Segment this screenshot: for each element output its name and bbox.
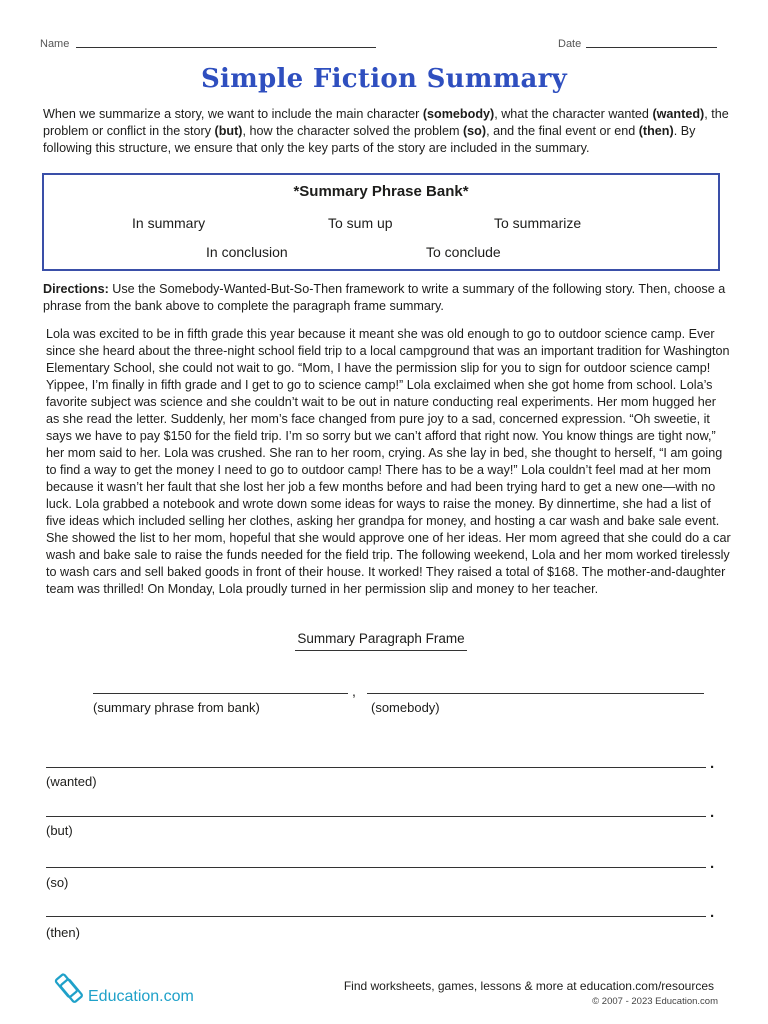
intro-text: . By following this structure, we ensure that only the key parts of the story are included in the summary. (43, 124, 696, 155)
intro-text: , how the character solved the problem (242, 124, 463, 138)
intro-text: When we summarize a story, we want to include the main character (43, 107, 423, 121)
directions-text: Use the Somebody-Wanted-But-So-Then framework to write a summary of the following story. Then, choose a phrase from the bank above to complete the paragraph frame summary. (43, 282, 726, 313)
intro-text: , the problem or conflict in the story (43, 107, 729, 138)
phrase-answer-line[interactable] (93, 693, 348, 694)
intro-so: (so) (462, 124, 487, 138)
intro-text: , what the character wanted (494, 107, 653, 121)
so-field-label: (so) (46, 875, 69, 890)
phrase-to-sum-up: To sum up (328, 215, 393, 231)
frame-title: Summary Paragraph Frame (295, 631, 467, 651)
footer-tagline[interactable]: Find worksheets, games, lessons & more at education.com/resources (343, 979, 714, 993)
so-answer-line[interactable] (46, 867, 706, 868)
phrase-bank-title: *Summary Phrase Bank* (293, 183, 469, 200)
directions-label: Directions: (43, 282, 109, 296)
then-answer-line[interactable] (46, 916, 706, 917)
but-period: . (710, 804, 715, 821)
intro-but: (but) (214, 124, 243, 138)
somebody-field-label: (somebody) (371, 700, 440, 715)
wanted-answer-line[interactable] (46, 767, 706, 768)
so-period: . (710, 855, 715, 872)
but-answer-line[interactable] (46, 816, 706, 817)
phrase-to-summarize: To summarize (494, 215, 582, 231)
intro-text: , and the final event or end (486, 124, 639, 138)
then-field-label: (then) (46, 925, 80, 940)
phrase-field-label: (summary phrase from bank) (93, 700, 260, 715)
page-title: Simple Fiction Summary (200, 64, 568, 94)
phrase-in-conclusion: In conclusion (206, 244, 288, 260)
intro-paragraph (43, 106, 733, 157)
then-period: . (710, 904, 715, 921)
phrase-to-conclude: To conclude (426, 244, 501, 260)
date-line[interactable] (586, 47, 717, 48)
frame-comma: , (352, 683, 356, 699)
somebody-answer-line[interactable] (367, 693, 704, 694)
footer-brand[interactable]: Education.com (88, 988, 194, 1005)
phrase-in-summary: In summary (132, 215, 206, 231)
footer-copyright: © 2007 - 2023 Education.com (592, 996, 718, 1007)
intro-then: (then) (638, 124, 674, 138)
intro-somebody: (somebody) (422, 107, 495, 121)
phrase-bank-box (42, 173, 720, 271)
wanted-period: . (710, 755, 715, 772)
name-label: Name (40, 38, 70, 50)
name-line[interactable] (76, 47, 376, 48)
date-label: Date (558, 38, 582, 50)
intro-wanted: (wanted) (652, 107, 705, 121)
but-field-label: (but) (46, 823, 73, 838)
story-text: Lola was excited to be in fifth grade this year because it meant she was old enough to go to outdoor science camp. Ever since she heard about the three-night school field trip to a local campground that was an important tradition for Washington Elementary School, she could not wait to go. “Mom, I have the permission slip for you to sign for outdoor science camp! Yippee, I’m finally in fifth grade and I get to go to science camp!” Lola exclaimed when she got home from school. Lola’s favorite subject was science and she couldn’t wait to be out in nature conducting real experiments. Her mom hugged her as she read the letter. Suddenly, her mom’s face changed from pure joy to a sad, concerned expression. “Oh sweetie, it says we have to pay $150 for the field trip. I’m so sorry but we can’t afford that right now. You know things are tight now,” her mom said to her. Lola was crushed. She ran to her room, crying. As she lay in bed, she thought to herself, “I am going to find a way to get the money I need to go to outdoor camp! There has to be a way!” Lola couldn’t feel mad at her mom because it wasn’t her fault that she lost her job a few months before and had been trying hard to get a new one—with no luck. Lola grabbed a notebook and wrote down some ideas for ways to raise the money. By dinnertime, she had a list of five ideas which included selling her clothes, asking her grandpa for money, and hosting a car wash and bake sale event. She showed the list to her mom, hopeful that she would approve one of her ideas. Her mom agreed that she could do a car wash and bake sale to raise the funds needed for the field trip. The following weekend, Lola and her mom worked tirelessly to wash cars and sell baked goods in front of their house. It worked! They raised a total of $168. The mother-and-daughter team was thrilled! On Monday, Lola proudly turned in her permission slip and money to her teacher. (46, 327, 731, 596)
education-logo-icon[interactable] (52, 972, 86, 1011)
directions (43, 281, 733, 315)
wanted-field-label: (wanted) (46, 774, 97, 789)
